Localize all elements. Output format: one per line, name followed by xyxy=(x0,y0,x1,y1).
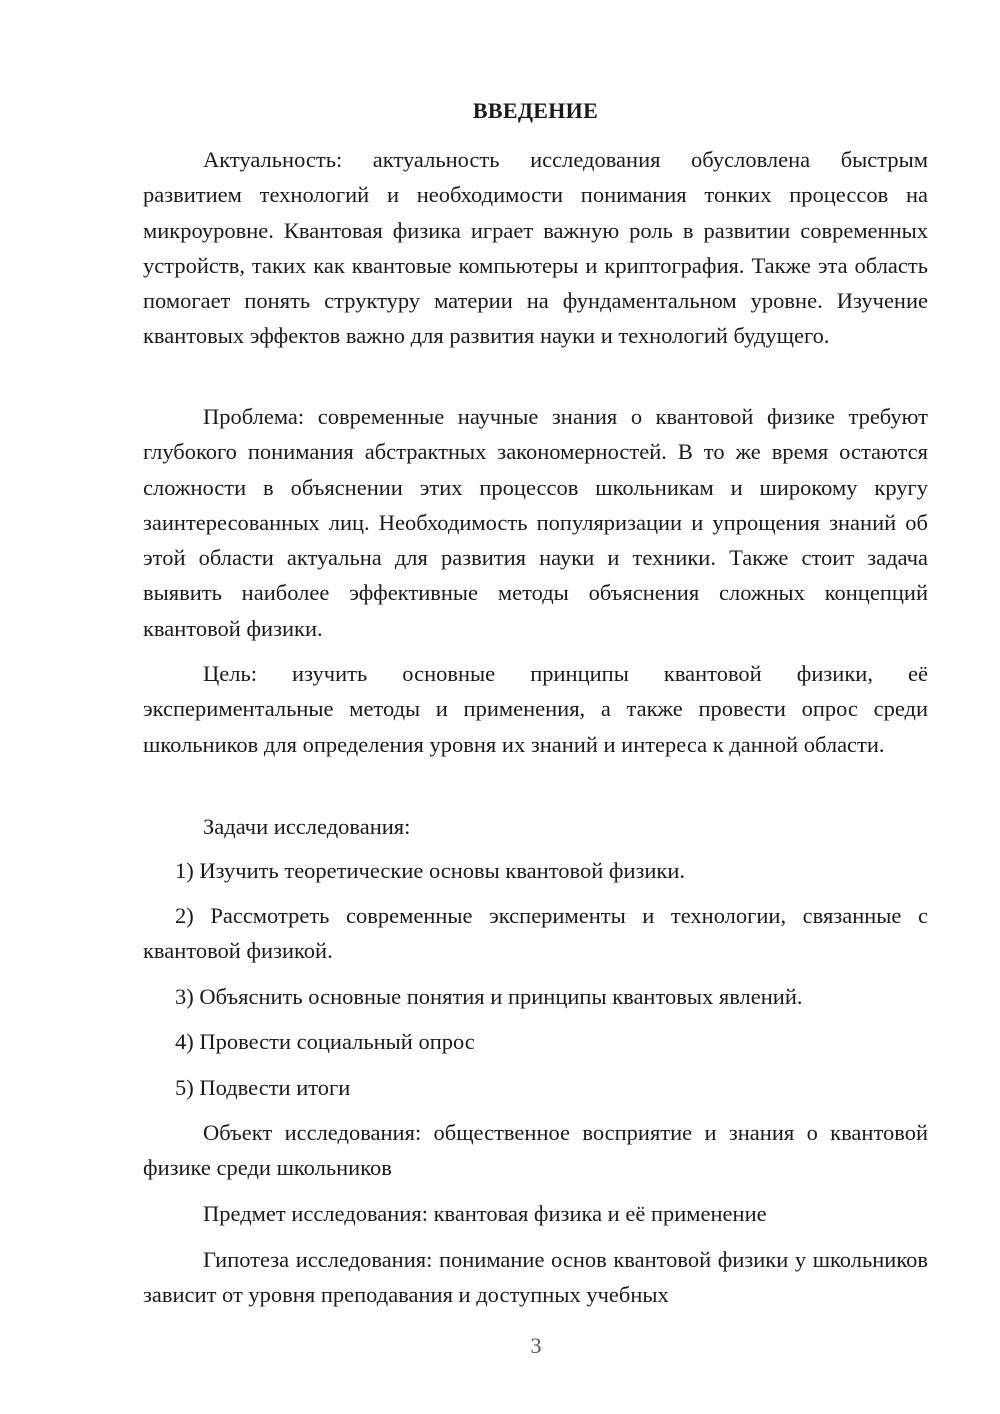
list-item-task-4: 4) Провести социальный опрос xyxy=(175,1029,475,1054)
list-item-task-5: 5) Подвести итоги xyxy=(175,1075,351,1100)
paragraph-tasks-heading: Задачи исследования: xyxy=(203,814,411,839)
section-heading: ВВЕДЕНИЕ xyxy=(472,98,599,123)
paragraph-goal: Цель: изучить основные принципы квантовой физики, её экспериментальные методы и применения, а также провести опрос среди школьников для определения уровня их знаний и интереса к данной области. xyxy=(143,661,928,757)
page-number: 3 xyxy=(530,1333,542,1358)
paragraph-subject: Предмет исследования: квантовая физика и её применение xyxy=(203,1201,767,1226)
paragraph-hypothesis: Гипотеза исследования: понимание основ квантовой физики у школьников зависит от уровня преподавания и доступных учебных xyxy=(143,1247,928,1308)
paragraph-problem: Проблема: современные научные знания о квантовой физике требуют глубокого понимания абстрактных закономерностей. В то же время остаются сложности в объяснении этих процессов школьникам и широкому кругу заинтересованных лиц. Необходимость популяризации и упрощения знаний об этой области актуальна для развития науки и техники. Также стоит задача выявить наиболее эффективные методы объяснения сложных концепций квантовой физики. xyxy=(143,404,928,641)
list-item-task-3: 3) Объяснить основные понятия и принципы квантовых явлений. xyxy=(175,984,803,1009)
list-item-task-2: 2) Рассмотреть современные эксперименты и технологии, связанные с квантовой физикой. xyxy=(143,903,928,964)
paragraph-relevance: Актуальность: актуальность исследования обусловлена быстрым развитием технологий и необходимости понимания тонких процессов на микроуровне. Квантовая физика играет важную роль в развитии современных устройств, таких как квантовые компьютеры и криптография. Также эта область помогает понять структуру материи на фундаментальном уровне. Изучение квантовых эффектов важно для развития науки и технологий будущего. xyxy=(143,147,928,349)
list-item-task-1: 1) Изучить теоретические основы квантовой физики. xyxy=(175,858,686,883)
paragraph-object: Объект исследования: общественное восприятие и знания о квантовой физике среди школьников xyxy=(143,1120,928,1181)
